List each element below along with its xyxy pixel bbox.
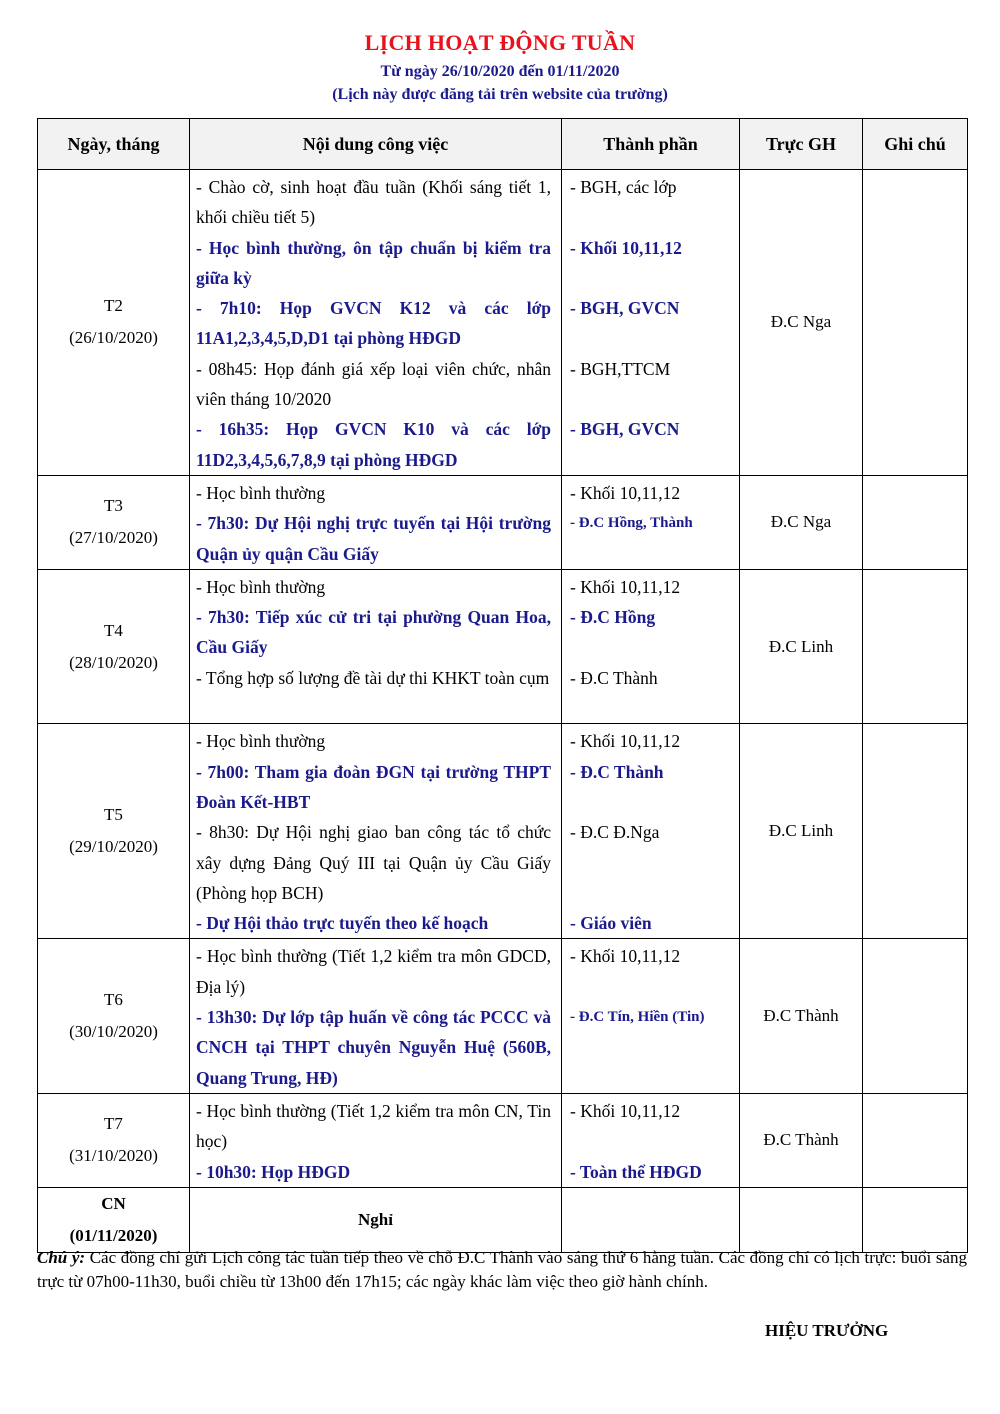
note-cell [863, 170, 968, 476]
note-cell [863, 724, 968, 939]
task-item: - 7h00: Tham gia đoàn ĐGN tại trường THPT Đoàn Kết-HBT [196, 761, 551, 812]
task-item: - 16h35: Họp GVCN K10 và các lớp 11D2,3,4,5,6,7,8,9 tại phòng HĐGD [196, 419, 551, 470]
day-date: (27/10/2020) [69, 528, 158, 548]
task-item: - Học bình thường [196, 482, 326, 503]
day-date: (29/10/2020) [69, 837, 158, 857]
duty-cell: Đ.C Linh [740, 569, 863, 723]
table-row [38, 1093, 968, 1187]
members-cell [562, 1187, 740, 1252]
website-note: (Lịch này được đăng tải trên website của trường) [332, 86, 668, 103]
note-label: Chú ý: [37, 1248, 86, 1267]
tasks-cell [190, 939, 562, 1093]
task-item: - 8h30: Dự Hội nghị giao ban công tác tổ chức xây dựng Đảng Quý III tại Quận ủy Cầu Giấy (Phòng họp BCH) [196, 822, 551, 903]
duty-cell: Đ.C Thành [740, 939, 863, 1093]
task-item: - Học bình thường (Tiết 1,2 kiểm tra môn CN, Tin học) [196, 1100, 551, 1152]
day-date: (28/10/2020) [69, 652, 158, 672]
col-header-content: Nội dung công việc [190, 119, 562, 170]
member-item: - BGH,TTCM [570, 358, 671, 379]
schedule-table [37, 118, 968, 1253]
member-item: - Đ.C Tín, Hiền (Tin) [570, 1009, 705, 1026]
members-cell [562, 1093, 740, 1187]
tasks-cell [190, 724, 562, 939]
member-item: - Khối 10,11,12 [570, 731, 681, 752]
day-label: T4 [104, 620, 123, 640]
day-date: (30/10/2020) [69, 1022, 158, 1042]
member-item: - Đ.C Hồng, Thành [570, 515, 693, 532]
tasks-cell [190, 475, 562, 569]
task-item: - Học bình thường [196, 576, 326, 597]
day-cell [38, 724, 190, 939]
table-row [38, 939, 968, 1093]
member-item: - Đ.C Hồng [570, 607, 656, 628]
day-cell [38, 170, 190, 476]
day-cell [38, 569, 190, 723]
member-item: - Giáo viên [570, 913, 652, 934]
member-item: - BGH, GVCN [570, 298, 680, 319]
task-item: - 7h10: Họp GVCN K12 và các lớp 11A1,2,3,4,5,D,D1 tại phòng HĐGD [196, 298, 551, 349]
duty-cell: Đ.C Nga [740, 475, 863, 569]
member-item: - Khối 10,11,12 [570, 482, 681, 503]
task-item: - 7h30: Tiếp xúc cử tri tại phường Quan Hoa, Cầu Giấy [196, 607, 551, 658]
duty-cell: Đ.C Nga [740, 170, 863, 476]
duty-cell: Đ.C Thành [740, 1093, 863, 1187]
member-item: - BGH, GVCN [570, 419, 680, 440]
tasks-cell [190, 170, 562, 476]
page-title: LỊCH HOẠT ĐỘNG TUẦN [364, 30, 636, 55]
note-cell [863, 1093, 968, 1187]
member-item: - Khối 10,11,12 [570, 1100, 681, 1121]
note-cell [863, 475, 968, 569]
rest-cell: Nghỉ [190, 1187, 562, 1252]
note-cell [863, 939, 968, 1093]
tasks-cell [190, 569, 562, 723]
day-label: T7 [104, 1114, 123, 1134]
signature-title: HIỆU TRƯỞNG [765, 1321, 889, 1340]
member-item: - Khối 10,11,12 [570, 237, 682, 258]
members-cell [562, 939, 740, 1093]
day-date: (26/10/2020) [69, 328, 158, 348]
task-item: - Học bình thường (Tiết 1,2 kiểm tra môn GDCD, Địa lý) [196, 946, 551, 997]
task-item: - Học bình thường, ôn tập chuẩn bị kiểm tra giữa kỳ [196, 237, 551, 288]
day-date: (01/11/2020) [69, 1225, 158, 1245]
tasks-cell [190, 1093, 562, 1187]
task-item: - Tổng hợp số lượng đề tài dự thi KHKT toàn cụm [196, 667, 550, 688]
member-item: - Khối 10,11,12 [570, 946, 681, 967]
member-item: - Đ.C Đ.Nga [570, 822, 660, 843]
members-cell [562, 170, 740, 476]
day-cell [38, 939, 190, 1093]
day-cell [38, 475, 190, 569]
col-header-note: Ghi chú [863, 119, 968, 170]
task-item: - Học bình thường [196, 731, 326, 752]
day-label: T2 [104, 296, 123, 316]
day-label: CN [101, 1193, 126, 1213]
table-header-row [38, 119, 968, 170]
col-header-duty: Trực GH [740, 119, 863, 170]
task-item: - 08h45: Họp đánh giá xếp loại viên chức, nhân viên tháng 10/2020 [196, 358, 551, 410]
day-label: T5 [104, 805, 123, 825]
day-label: T3 [104, 496, 123, 516]
member-item: - Khối 10,11,12 [570, 576, 681, 597]
task-item: - Dự Hội thảo trực tuyến theo kế hoạch [196, 913, 489, 934]
task-item: - Chào cờ, sinh hoạt đầu tuần (Khối sáng tiết 1, khối chiều tiết 5) [196, 177, 551, 228]
table-row [38, 170, 968, 476]
task-item: - 7h30: Dự Hội nghị trực tuyến tại Hội trường Quận ủy quận Cầu Giấy [196, 513, 551, 564]
note-text: Các đồng chí gửi Lịch công tác tuần tiếp theo về chỗ Đ.C Thành vào sáng thứ 6 hằng tuần. Các đồng chí có lịch trực: buổi sáng trực từ 07h00-11h30, buổi chiều từ 13h00 đến 17h15; các ngày khác làm việc theo giờ hành chính. [37, 1248, 967, 1291]
duty-cell [740, 1187, 863, 1252]
day-label: T6 [104, 990, 123, 1010]
members-cell [562, 475, 740, 569]
member-item: - Toàn thể HĐGD [570, 1161, 702, 1182]
note-cell [863, 1187, 968, 1252]
day-cell [38, 1187, 190, 1252]
footer-note [37, 1246, 967, 1294]
members-cell [562, 724, 740, 939]
member-item: - Đ.C Thành [570, 667, 658, 688]
day-date: (31/10/2020) [69, 1146, 158, 1166]
members-cell [562, 569, 740, 723]
note-cell [863, 569, 968, 723]
table-row [38, 475, 968, 569]
duty-cell: Đ.C Linh [740, 724, 863, 939]
col-header-members: Thành phần [562, 119, 740, 170]
date-range: Từ ngày 26/10/2020 đến 01/11/2020 [380, 63, 620, 80]
member-item: - Đ.C Thành [570, 761, 664, 782]
table-row-sunday [38, 1187, 968, 1252]
task-item: - 10h30: Họp HĐGD [196, 1161, 351, 1182]
table-row [38, 569, 968, 723]
table-row [38, 724, 968, 939]
day-cell [38, 1093, 190, 1187]
col-header-date: Ngày, tháng [38, 119, 190, 170]
task-item: - 13h30: Dự lớp tập huấn về công tác PCCC và CNCH tại THPT chuyên Nguyễn Huệ (560B, Quang Trung, HĐ) [196, 1007, 551, 1088]
member-item: - BGH, các lớp [570, 177, 677, 197]
